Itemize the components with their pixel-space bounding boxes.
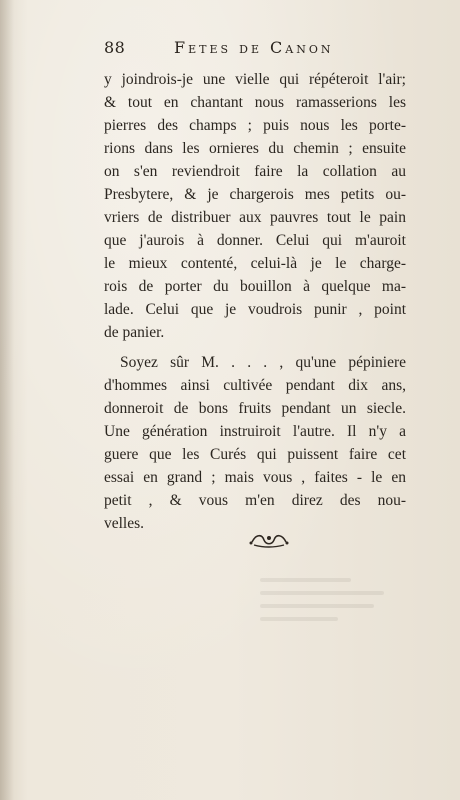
text-line: vriers de distribuer aux pauvres tout le pain <box>104 209 406 226</box>
text-line: Presbytere, & je chargerois mes petits ou- <box>104 186 406 203</box>
text-line: Une génération instruiroit l'autre. Il n'y a <box>104 423 406 440</box>
show-through-texture <box>260 578 390 638</box>
running-title: Fetes de Canon <box>174 38 334 57</box>
text-line: essai en grand ; mais vous , faites - le en <box>104 469 406 486</box>
text-line: y joindrois-je une vielle qui répéteroit l'air; <box>104 71 406 88</box>
text-line: d'hommes ainsi cultivée pendant dix ans, <box>104 377 406 394</box>
text-line: rois de porter du bouillon à quelque ma- <box>104 278 406 295</box>
text-line: pierres des champs ; puis nous les porte- <box>104 117 406 134</box>
text-line: on s'en reviendroit faire la collation au <box>104 163 406 180</box>
page-number: 88 <box>104 38 126 57</box>
text-line: de panier. <box>104 324 165 341</box>
text-line: & tout en chantant nous ramasserions les <box>104 94 406 111</box>
text-line: lade. Celui que je voudrois punir , point <box>104 301 406 318</box>
text-line: velles. <box>104 515 145 532</box>
text-line: guere que les Curés qui puissent faire cet <box>104 446 406 463</box>
text-line: donneroit de bons fruits pendant un siecle. <box>104 400 406 417</box>
text-line: petit , & vous m'en direz des nou- <box>104 492 406 509</box>
text-line: le mieux contenté, celui-là je le charge- <box>104 255 406 272</box>
text-line: que j'aurois à donner. Celui qui m'auroit <box>104 232 406 249</box>
page-header <box>104 38 404 62</box>
gutter-shadow <box>0 0 14 800</box>
text-line: rions dans les ornieres du chemin ; ensuite <box>104 140 406 157</box>
printer-ornament-icon <box>248 530 290 550</box>
text-line: Soyez sûr M. . . . , qu'une pépiniere <box>120 354 406 371</box>
